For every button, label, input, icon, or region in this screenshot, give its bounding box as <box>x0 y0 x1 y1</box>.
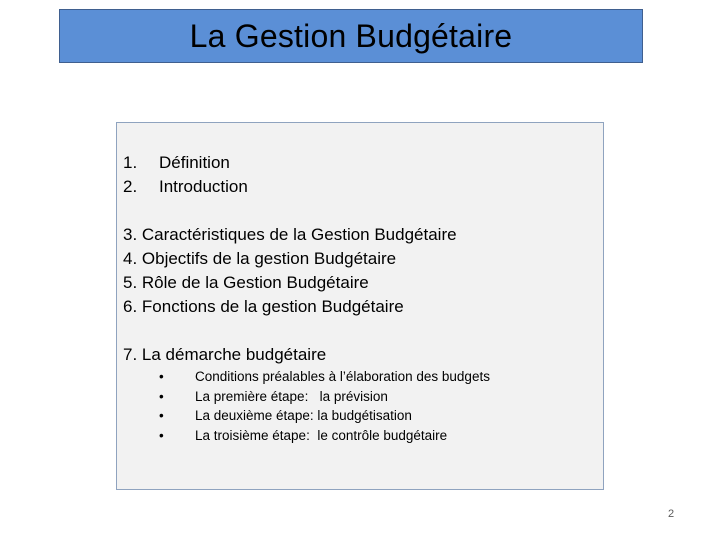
item-number: 1. <box>123 153 138 172</box>
content-panel <box>116 122 604 490</box>
bullet-text: Conditions préalables à l’élaboration des budgets <box>195 369 490 384</box>
bullet-item <box>159 426 490 446</box>
bullet-icon: • <box>159 388 164 404</box>
bullet-text: La première étape: la prévision <box>195 388 388 404</box>
bullet-icon: • <box>159 369 164 384</box>
item-text: Introduction <box>159 177 248 196</box>
bullet-list <box>159 367 490 445</box>
bullet-item <box>159 406 490 426</box>
bullet-icon: • <box>159 408 164 423</box>
page-number: 2 <box>668 508 675 520</box>
bullet-item <box>159 387 490 407</box>
title-banner <box>59 9 643 63</box>
bullet-item <box>159 367 490 387</box>
sections-list <box>123 223 457 319</box>
list-item <box>123 151 248 175</box>
slide-title: La Gestion Budgétaire <box>189 17 513 54</box>
bullet-text: La troisième étape: le contrôle budgétaire <box>195 427 448 443</box>
numbered-list <box>123 151 248 199</box>
section-item: 4. Objectifs de la gestion Budgétaire <box>123 249 397 268</box>
section-7-heading: 7. La démarche budgétaire <box>123 345 327 364</box>
list-item <box>123 175 248 199</box>
bullet-text: La deuxième étape: la budgétisation <box>195 408 412 423</box>
section-item: 3. Caractéristiques de la Gestion Budgétaire <box>123 225 457 244</box>
bullet-icon: • <box>159 427 164 443</box>
item-text: Définition <box>159 153 230 172</box>
section-item: 5. Rôle de la Gestion Budgétaire <box>123 273 369 292</box>
section-item: 6. Fonctions de la gestion Budgétaire <box>123 297 404 316</box>
item-number: 2. <box>123 177 138 196</box>
